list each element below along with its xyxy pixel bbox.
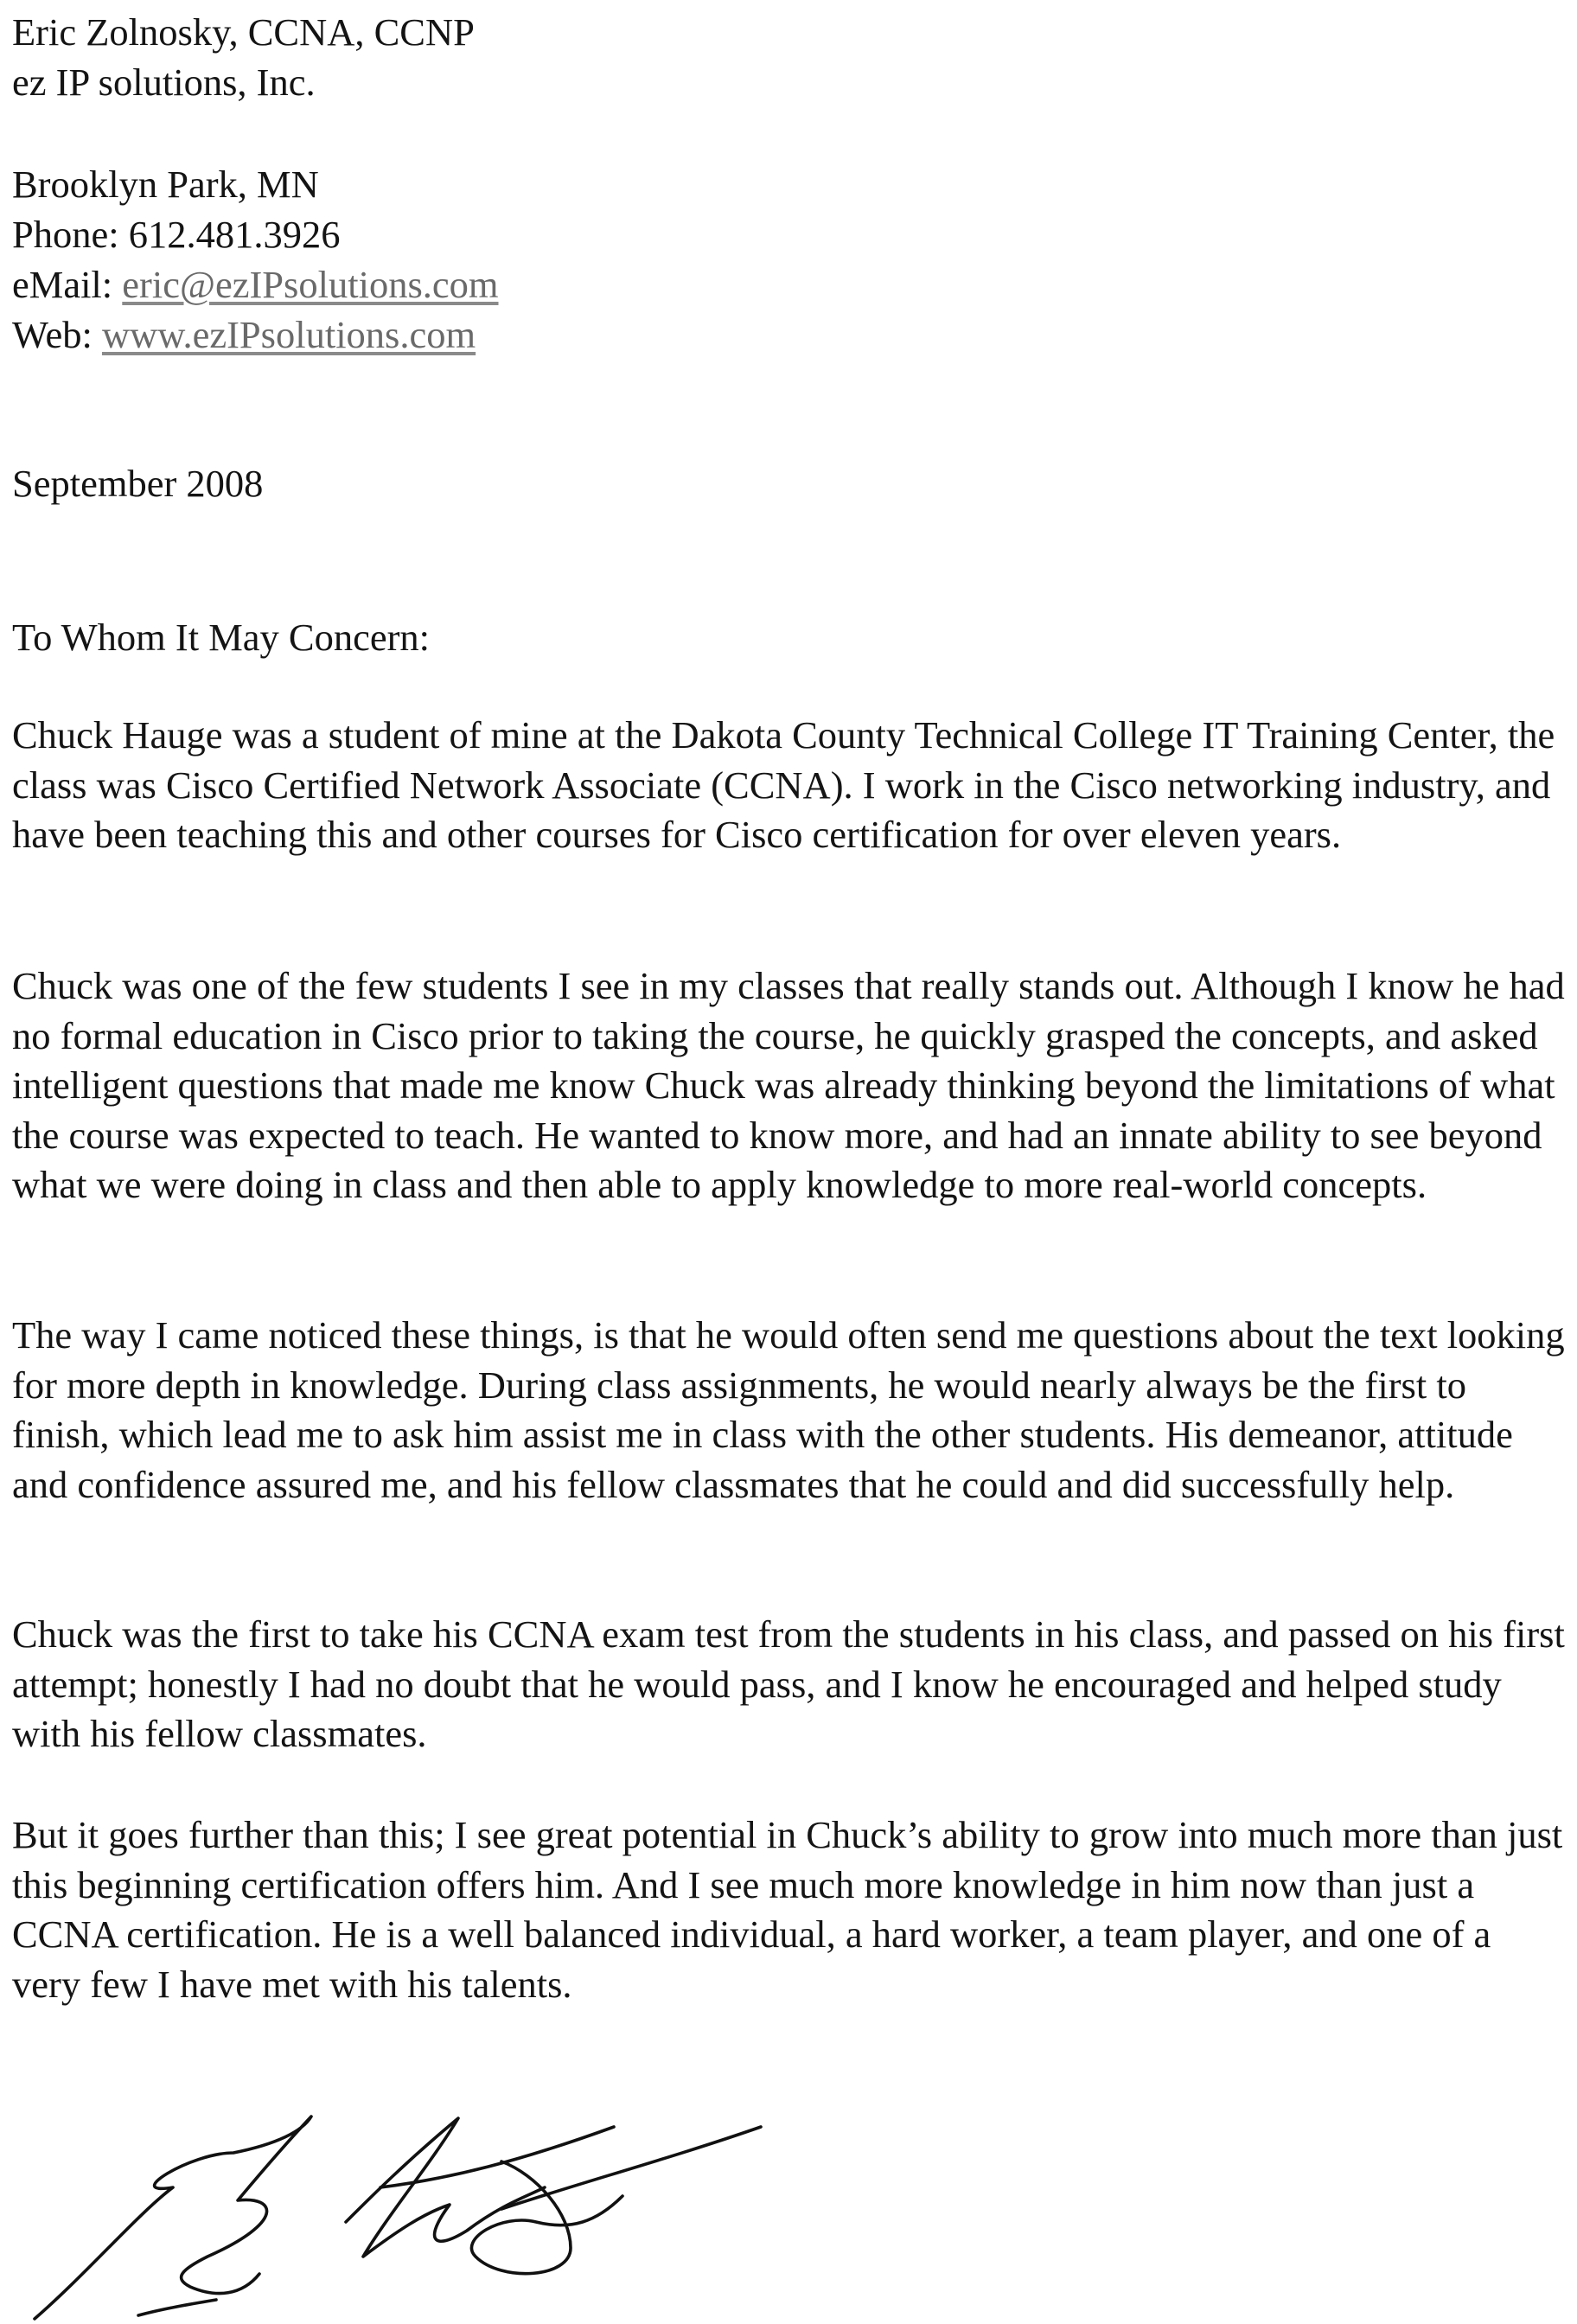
body-paragraph: Chuck was one of the few students I see in my classes that really stands out. Although I know he had no formal education in Cisco prior to taking the course, he quickly grasped the concepts, and asked intelligent questions that made me know Chuck was already thinking beyond the limitations of what the course was expected to teach. He wanted to know more, and had an innate ability to see beyond what we were doing in class and then able to apply knowledge to more real-world concepts. <box>12 964 1565 1207</box>
sender-company: ez IP solutions, Inc. <box>12 61 316 104</box>
letter-date: September 2008 <box>12 462 264 505</box>
sender-web-line <box>12 310 476 360</box>
email-label: eMail: <box>12 263 123 306</box>
sender-city: Brooklyn Park, MN <box>12 163 319 206</box>
sender-phone: Phone: 612.481.3926 <box>12 213 341 256</box>
web-label: Web: <box>12 313 102 356</box>
body-paragraph: Chuck Hauge was a student of mine at the Dakota County Technical College IT Training Center, the class was Cisco Certified Network Associate (CCNA). I work in the Cisco networking industry, and have been teaching this and other courses for Cisco certification for over eleven years. <box>12 713 1555 857</box>
web-link[interactable]: www.ezIPsolutions.com <box>101 313 476 356</box>
salutation: To Whom It May Concern: <box>12 616 431 659</box>
body-paragraph: Chuck was the first to take his CCNA exam test from the students in his class, and passed on his first attempt; honestly I had no doubt that he would pass, and I know he encouraged and helped study with his fellow classmates. <box>12 1612 1565 1756</box>
body-paragraph: The way I came noticed these things, is that he would often send me questions about the text looking for more depth in knowledge. During class assignments, he would nearly always be the first to finish, which lead me to ask him assist me in class with the other students. His demeanor, attitude and confidence assured me, and his fellow classmates that he could and did successfully help. <box>12 1313 1565 1506</box>
sender-name: Eric Zolnosky, CCNA, CCNP <box>12 10 475 54</box>
signature-icon <box>17 2092 778 2324</box>
sender-email-line <box>12 259 499 310</box>
body-paragraph: But it goes further than this; I see great potential in Chuck’s ability to grow into much more than just this beginning certification offers him. And I see much more knowledge in him now than just a CCNA certification. He is a well balanced individual, a hard worker, a team player, and one of a very few I have met with his talents. <box>12 1813 1563 2006</box>
email-link[interactable]: eric@ezIPsolutions.com <box>122 263 499 306</box>
